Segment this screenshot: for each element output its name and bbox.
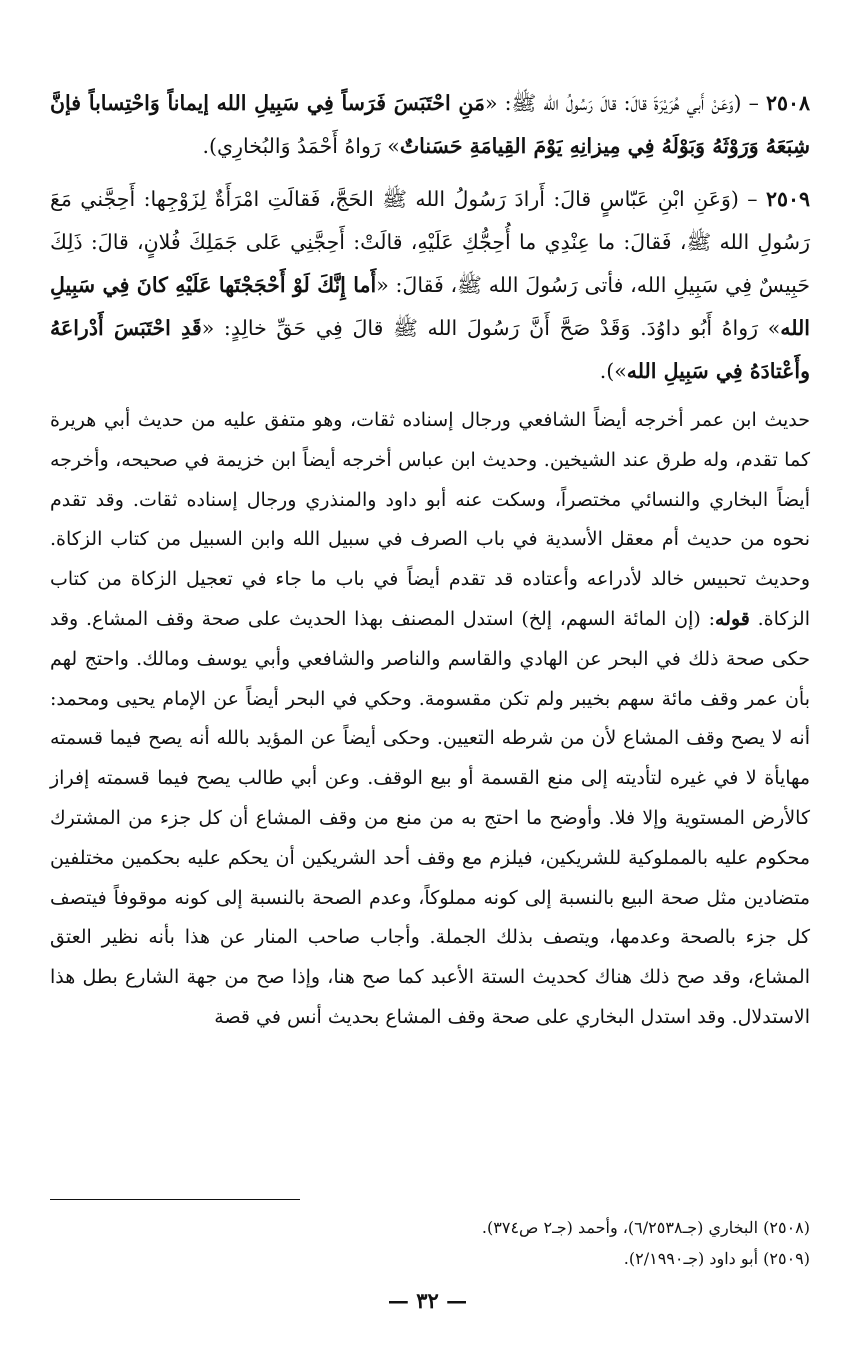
hadith-text-part1: – (وَعَنِ ابْنِ عَبّاسٍ قالَ: أَرادَ رَسُولُ الله ﷺ الحَجَّ، فَقالَتِ امْرَأَةٌ لِزَوْجِها: أَحِجَّني مَعَ رَسُولِ الله ﷺ، فَقالَ: ما عِنْدِي ما أُحِجُّكِ عَلَيْهِ، قالَتْ: أَحِجَّنِي عَلى جَمَلِكَ فُلانٍ، قالَ: ذَلِكَ حَبِيسٌ فِي سَبِيلِ الله، فأتى رَسُولَ الله ﷺ، فَقالَ: « xyxy=(50,187,810,297)
hadith-text-part2: » رَواهُ أَبُو داوُدَ. وَقَدْ صَحَّ أَنَّ رَسُولَ الله ﷺ قالَ فِي حَقِّ خالِدٍ: « xyxy=(201,316,781,340)
hadith-intro: – (وَعَنْ أَبي هُرَيْرَةَ قالَ: قالَ رَسُولُ الله ﷺ: « xyxy=(485,91,759,115)
hadith-number: ٢٥٠٨ xyxy=(765,91,810,115)
dash-icon: — xyxy=(387,1288,417,1313)
hadith-outro: » رَواهُ أَحْمَدُ وَالبُخارِي). xyxy=(202,134,400,158)
footnotes xyxy=(50,1212,810,1274)
page-number xyxy=(0,1288,855,1313)
footnote-divider xyxy=(50,1199,300,1200)
hadith-number: ٢٥٠٩ xyxy=(765,187,810,211)
commentary-text: : (إن المائة السهم، إلخ) استدل المصنف بهذا الحديث على صحة وقف المشاع. وقد حكى صحة ذلك في البحر عن الهادي والقاسم والناصر والشافعي وأبي يوسف ومالك. واحتج لهم بأن عمر وقف مائة سهم بخيبر ولم تكن مقسومة. وحكي في البحر أيضاً عن الإمام يحيى ومحمد: أنه لا يصح وقف المشاع لأن من شرطه التعيين. وحكى أيضاً عن المؤيد بالله أنه يصح فيما قسمته مهايأة لا في غيره لتأديته إلى منع القسمة أو بيع الوقف. وعن أبي طالب يصح فيما قسمته إفراز كالأرض المستوية وإلا فلا. وأوضح ما احتج به من منع من وقف المشاع أن كل جزء من المشترك محكوم عليه بالمملوكية للشريكين، فيلزم مع وقف أحد الشريكين أن يحكم عليه بحكمين مختلفين متضادين مثل صحة البيع بالنسبة إلى كونه مملوكاً، وعدم الصحة بالنسبة إلى كونه موقوفاً فيتصف كل جزء بالصحة وعدمها، ويتصف بذلك الجملة. وأجاب صاحب المنار عن هذا بأنه نظير العتق المشاع، وقد صح ذلك هناك كحديث الستة الأعبد كما صح هنا، وإذا صح من جهة الشارع بطل هذا الاستدلال. وقد استدل البخاري على صحة وقف المشاع بحديث أنس في قصة xyxy=(50,607,810,1028)
page-body xyxy=(50,82,810,1038)
commentary-keyword: قوله xyxy=(714,607,750,630)
hadith-text-part3: »). xyxy=(599,359,627,383)
hadith-quote: مَنِ احْتَبَسَ فَرَساً فِي سَبِيلِ الله إيماناً وَاحْتِساباً فإنَّ شِبَعَهُ وَرَوْثَهُ وَبَوْلَهُ فِي مِيزانِهِ يَوْمَ القِيامَةِ حَسَناتٌ xyxy=(50,91,810,158)
commentary xyxy=(50,401,810,1038)
page-number-value: ٣٢ xyxy=(416,1288,439,1313)
hadith-quote: أَما إِنَّكَ لَوْ أَحْجَجْتَها عَلَيْهِ كانَ فِي سَبِيلِ الله xyxy=(50,273,810,340)
commentary-text: حديث ابن عمر أخرجه أيضاً الشافعي ورجال إسناده ثقات، وهو متفق عليه من حديث أبي هريرة كما تقدم، وله طرق عند الشيخين. وحديث ابن عباس أخرجه أيضاً ابن خزيمة في صحيحه، وأخرجه أيضاً البخاري والنسائي مختصراً، وسكت عنه أبو داود والمنذري ورجال إسناده ثقات. وقد تقدم نحوه من حديث أم معقل الأسدية في باب الصرف في سبيل الله وابن السبيل من كتاب الزكاة. وحديث تحبيس خالد لأدراعه وأعتاده قد تقدم أيضاً في باب ما جاء في تعجيل الزكاة من كتاب الزكاة. xyxy=(50,409,811,630)
footnote-2508: (٢٥٠٨) البخاري (جـ٦/٢٥٣٨)، وأحمد (جـ٢ ص٣٧٤). xyxy=(481,1218,810,1237)
hadith-2508 xyxy=(50,82,810,168)
footnote-2509: (٢٥٠٩) أبو داود (جـ٢/١٩٩٠). xyxy=(623,1249,810,1268)
hadith-quote: قَدِ احْتَبَسَ أَدْراعَهُ وأَعْتادَهُ فِي سَبِيلِ الله xyxy=(50,316,810,383)
hadith-2509 xyxy=(50,178,810,393)
dash-icon: — xyxy=(438,1288,468,1313)
